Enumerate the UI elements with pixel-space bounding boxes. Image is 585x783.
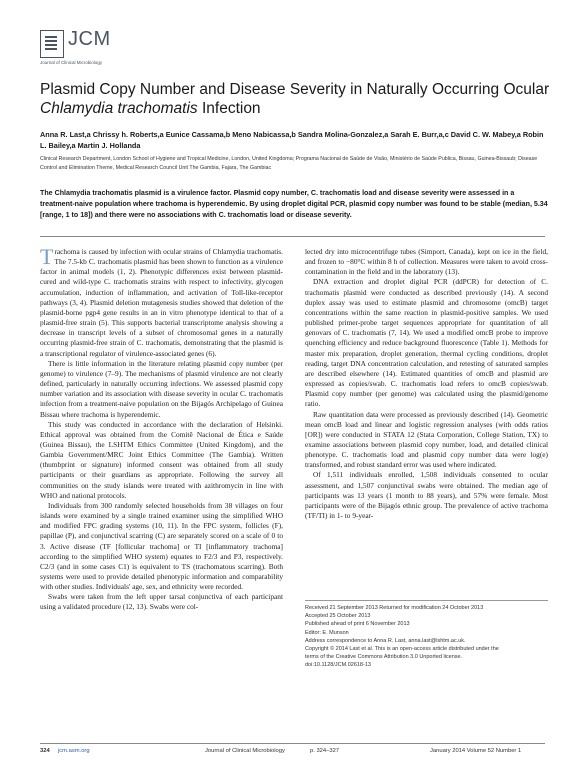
author-list: Anna R. Last,a Chrissy h. Roberts,a Eunice Cassama,b Meno Nabicassa,b Sandra Molina-Gonzalez,a Sarah E. Burr,a,c David C. W. Mabey,a Robin L. Bailey,a Martin J. Hollanda [40, 130, 544, 150]
journal-logo-text: JCM [68, 28, 111, 50]
issue-info: January 2014 Volume 52 Number 1 [430, 748, 522, 754]
article-title [40, 80, 550, 118]
paragraph: DNA extraction and droplet digital PCR (ddPCR) for detection of C. trachomatis plasmid were conducted as described previously (14). A second duplex assay was used to estimate plasmid and chromosome (omcB) target concentrations within the same reaction in plasmid-positive samples. We used published primer-probe target sequences appropriate for quantitation of all genovars of C. trachomatis (7, 14). We used a modified omcB probe to improve quenching efficiency and reduce background fluorescence (Table 1). Methods for master mix preparation, droplet generation, thermal cycling conditions, droplet reading, target DNA concentration calculation, and retesting of saturated samples are described elsewhere (14). Estimated quantities of omcB and plasmid are expressed as copies/swab. C. trachomatis load refers to omcB copies/swab. Plasmid copy number (per genome) was calculated using the plasmid/genome ratio. [305, 277, 548, 409]
page-number: 324 [40, 748, 50, 754]
paragraph: There is little information in the literature relating plasmid copy number (per genome) to virulence (7–9). The mechanisms of plasmid virulence are not clearly defined, particularly in naturally occurring infections. We assessed plasmid copy number variation and its association with disease severity in ocular C. trachomatis infection from a treatment-naive population on the Bijagós Archipelago of Guinea Bissau where trachoma is hyperendemic. [40, 358, 283, 419]
paragraph: lected dry into microcentrifuge tubes (Simport, Canada), kept on ice in the field, and frozen to −80°C within 8 h of collection. Measures were taken to avoid cross-contamination in the field and in the laboratory (13). [305, 247, 548, 277]
paragraph: Swabs were taken from the left upper tarsal conjunctiva of each participant using a validated procedure (12, 13). Swabs were col- [40, 592, 283, 612]
drop-cap: T [40, 244, 54, 269]
title-part2: Infection [197, 100, 261, 117]
paragraph: rachoma is caused by infection with ocular strains of Chlamydia trachomatis. The 7.5-kb C. trachomatis plasmid has been shown to function as a virulence factor in animal models (1, 2). Phenotypic differences exist between plasmid-cured and wild-type C. trachomatis strains with respect to infectivity, glycogen accumulation, induction of inflammation, and activation of Toll-like-receptor pathways (3, 4). Plasmid deletion mutagenesis studies showed that deletion of the plasmid-borne pgp4 gene results in an in vitro phenotype identical to that of a plasmid-free strain (5). This supports bacterial transcriptome analysis showing a decrease in transcript levels of a subset of chromosomal genes in a naturally occurring plasmid-free strain of C. trachomatis, demonstrating that the plasmid is a transcriptional regulator of virulence-associated genes (6). [40, 247, 283, 358]
accepted-date: Accepted 25 October 2013 [305, 613, 371, 620]
published-date: Published ahead of print 6 November 2013 [305, 621, 410, 628]
journal-logo-icon [40, 30, 64, 58]
paragraph: Raw quantitation data were processed as previously described (14). Geometric mean omcB load and linear and logistic regression analyses (with odds ratios [OR]) were conducted in STATA 12 (Stata Corporation, College Station, TX) to examine associations between plasmid copy number, load, and detailed clinical phenotype. C. trachomatis load and plasmid copy number data were log(e) transformed, and robust standard error was used where indicated. [305, 409, 548, 470]
title-italic: Chlamydia trachomatis [40, 100, 198, 117]
paragraph: This study was conducted in accordance with the declaration of Helsinki. Ethical approval was obtained from the Comitê Nacional de Ética e Saúde (Guinea Bissau), the LSHTM Ethics Committee (United Kingdom), and the Gambia Government/MRC Joint Ethics Committee (The Gambia). Written (thumbprint or signature) informed consent was obtained from all study participants or their guardians as appropriate. Following the survey all communities on the study islands were treated with azithromycin in line with WHO and national protocols. [40, 419, 283, 500]
abstract-divider [40, 236, 545, 237]
received-date: Received 21 September 2013 Returned for modification 24 October 2013 [305, 605, 484, 611]
license-link[interactable]: terms of the Creative Commons Attribution 3.0 Unported license. [305, 654, 463, 661]
affiliations: Clinical Research Department, London School of Hygiene and Tropical Medicine, London, United Kingdoma; Programa Nacional de Saúde de Visão, Ministério de Saúde Publica, Bissau, Guinea-Bissaub; Disease Control and Elimination Theme, Medical Research Council Unit The Gambia, Fajara, The Gambiac [40, 156, 538, 171]
article-info-box [305, 600, 548, 740]
editor: Editor: E. Munson [305, 629, 349, 636]
left-column [40, 244, 283, 613]
title-part1: Plasmid Copy Number and Disease Severity in Naturally Occurring Ocular [40, 81, 550, 98]
doi-link[interactable]: doi:10.1128/JCM.02618-13 [305, 662, 371, 669]
journal-logo-subtitle: Journal of Clinical Microbiology [40, 60, 103, 65]
journal-name: Journal of Clinical Microbiology [205, 748, 285, 754]
copyright-line1: Copyright © 2014 Last et al. This is an open-access article distributed under the [305, 646, 499, 653]
journal-site-link[interactable]: jcm.asm.org [58, 748, 90, 754]
right-column [305, 247, 548, 521]
correspondence: Address correspondence to Anna R. Last, anna.last@lshtm.ac.uk. [305, 637, 466, 644]
abstract: The Chlamydia trachomatis plasmid is a virulence factor. Plasmid copy number, C. trachomatis load and disease severity were assessed in a treatment-naive population where trachoma is hyperendemic. By using droplet digital PCR, plasmid copy number was found to be stable (median, 5.34 [range, 1 to 18]) and there were no associations with C. trachomatis load or disease severity. [40, 189, 548, 219]
paragraph: Of 1,511 individuals enrolled, 1,508 individuals consented to ocular assessment, and 1,507 conjunctival swabs were obtained. The median age of participants was 13 years (1 month to 88 years), and 57% were female. Most participants were of the Bijagós ethnic group. The prevalence of active trachoma (TF/TI) in 1- to 9-year- [305, 470, 548, 521]
paragraph: Individuals from 300 randomly selected households from 38 villages on four islands were examined by a single trained examiner using the simplified WHO and modified FPC grading systems (10, 11). In the FPC system, follicles (F), papillae (P), and conjunctival scarring (C) are separately scored on a scale of 0 to 3. Active disease (TF [follicular trachoma] or TI [inflammatory trachoma] according to the simplified WHO system) equates to F2/3 and P3, respectively. C2/3 (and in some cases C1) is equivalent to TS (trachomatous scarring). Both systems were used to provide detailed phenotypic information and comparability with other studies. Individuals' age, sex, and ethnicity were recorded. [40, 500, 283, 592]
page-range: p. 324–327 [310, 748, 340, 754]
journal-logo [40, 30, 110, 64]
footer-divider [40, 743, 545, 744]
